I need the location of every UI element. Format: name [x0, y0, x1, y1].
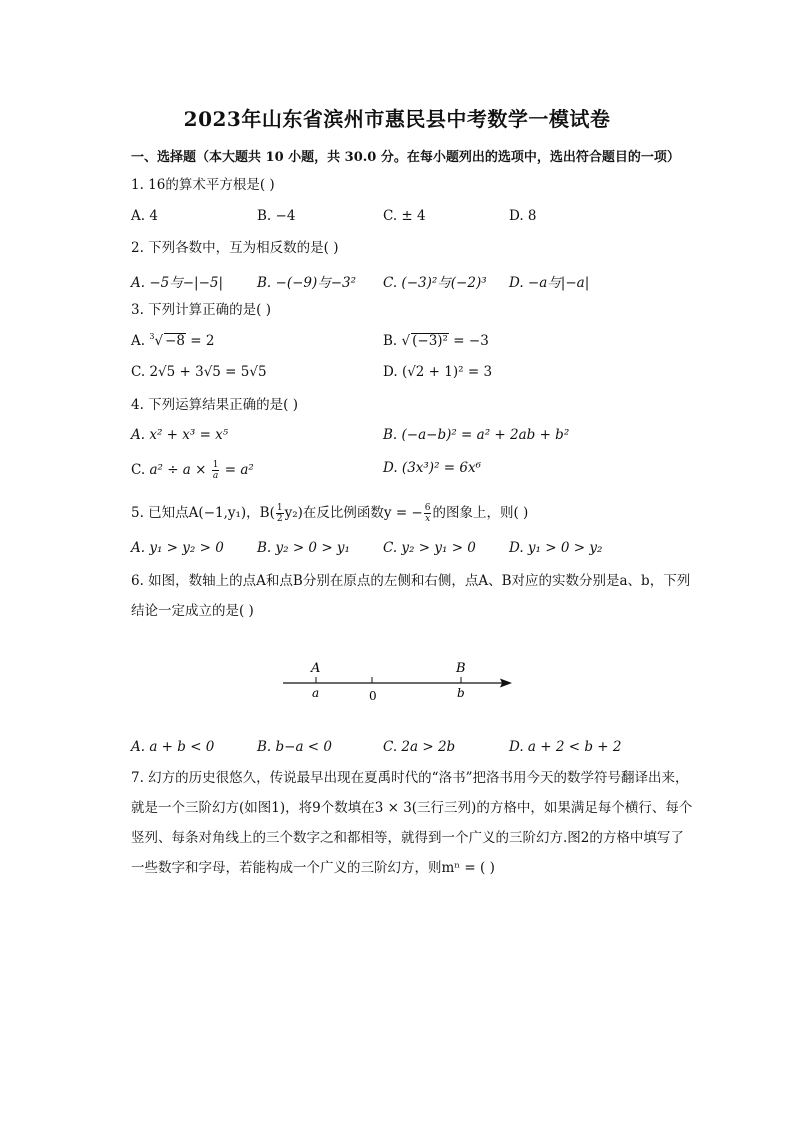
radicand: (−3)²	[412, 333, 448, 349]
question-4-stem: 4. 下列运算结果正确的是( )	[131, 397, 298, 413]
value-label-a: a	[312, 686, 320, 700]
number-line-figure	[280, 655, 520, 705]
question-5-options	[131, 540, 691, 564]
question-1-stem: 1. 16的算术平方根是( )	[131, 177, 275, 193]
question-3-stem: 3. 下列计算正确的是( )	[131, 302, 271, 318]
option-a-label: A.	[131, 333, 146, 349]
option-d-expr: (√2 + 1)² = 3	[401, 364, 493, 380]
option-c-post: = a²	[224, 462, 254, 478]
question-7-stem: 7. 幻方的历史很悠久，传说最早出现在夏禹时代的“洛书”把洛书用今天的数学符号翻译出来，就是一个三阶幻方(如图1)，将9个数填在3 × 3(三行三列)的方格中，如果满足每个横行、每个竖列、每条对角线上的三个数字之和都相等，就得到一个广义的三阶幻方.图2的方格中填写了一些数字和字母，若能构成一个广义的三阶幻方，则mⁿ = ( )	[131, 770, 693, 876]
option-c: C. ± 4	[383, 208, 426, 224]
origin-label: 0	[369, 689, 377, 703]
option-d: D. 8	[509, 208, 537, 224]
option-a: A. y₁ > y₂ > 0	[131, 540, 224, 556]
option-c: C. y₂ > y₁ > 0	[383, 540, 476, 556]
question-3-options-row1	[131, 333, 691, 357]
fraction: $\frac{6}{x}$	[424, 503, 431, 524]
question-3-options-row2	[131, 364, 691, 388]
question-2-options	[131, 271, 691, 295]
question-4-options-row2	[131, 460, 691, 484]
option-d-label: D.	[383, 364, 398, 380]
option-d: D. a + 2 < b + 2	[509, 739, 622, 755]
fraction: $\frac{1}{a}$	[212, 460, 219, 481]
option-a: A. x² + x³ = x⁵	[131, 427, 229, 443]
option-b: B. −(−9)与−3²	[257, 275, 357, 291]
question-1-options	[131, 208, 691, 232]
option-b-expr: = −3	[453, 333, 489, 349]
option-d: D. −a与|−a|	[509, 275, 590, 291]
option-c	[131, 364, 267, 380]
point-label-A: A	[311, 661, 321, 676]
page-title: 2023年山东省滨州市惠民县中考数学一模试卷	[183, 107, 611, 131]
question-6-options	[131, 739, 691, 763]
option-a: A. −5与−|−5|	[131, 275, 224, 291]
section-heading: 一、选择题（本大题共 10 小题，共 30.0 分。在每小题列出的选项中，选出符合题目的一项）	[131, 150, 680, 165]
option-b: B. √ (−3)² = −3	[383, 333, 489, 349]
option-a-expr: = 2	[190, 333, 215, 349]
question-4-options-row1	[131, 427, 691, 451]
radicand: −8	[165, 333, 185, 349]
option-c	[131, 460, 254, 481]
option-c: C. (−3)²与(−2)³	[383, 275, 487, 291]
option-b: B. b−a < 0	[257, 739, 332, 755]
fraction: $\frac{1}{2}$	[276, 503, 283, 524]
option-b: B. y₂ > 0 > y₁	[257, 540, 350, 556]
question-2-stem: 2. 下列各数中，互为相反数的是( )	[131, 240, 339, 256]
question-6-stem: 6. 如图，数轴上的点A和点B分别在原点的左侧和右侧，点A、B对应的实数分别是a、b，下列结论一定成立的是( )	[131, 573, 691, 619]
option-b: B. −4	[257, 208, 296, 224]
value-label-b: b	[457, 686, 465, 700]
option-c-label: C.	[131, 364, 146, 380]
option-a: A. a + b < 0	[131, 739, 215, 755]
option-c-label: C.	[131, 462, 146, 478]
option-d: D. y₁ > 0 > y₂	[509, 540, 603, 556]
point-label-B: B	[456, 661, 466, 676]
option-b: B. (−a−b)² = a² + 2ab + b²	[383, 427, 570, 443]
question-5-stem: 5. 已知点A(−1,y₁)，B( $\frac{1}{2}$ y₂)在反比例函数y = − $\frac{6}{x}$ 的图象上，则( )	[131, 503, 529, 524]
option-c-pre: a² ÷ a ×	[149, 462, 207, 478]
option-c-expr: 2√5 + 3√5 = 5√5	[149, 364, 267, 380]
option-a: A. 4	[131, 208, 158, 224]
option-d	[383, 364, 492, 380]
option-b-label: B.	[383, 333, 398, 349]
option-c: C. 2a > 2b	[383, 739, 456, 755]
option-a: A. $^3$√ −8 = 2	[131, 332, 215, 349]
option-d: D. (3x³)² = 6x⁶	[383, 460, 481, 476]
